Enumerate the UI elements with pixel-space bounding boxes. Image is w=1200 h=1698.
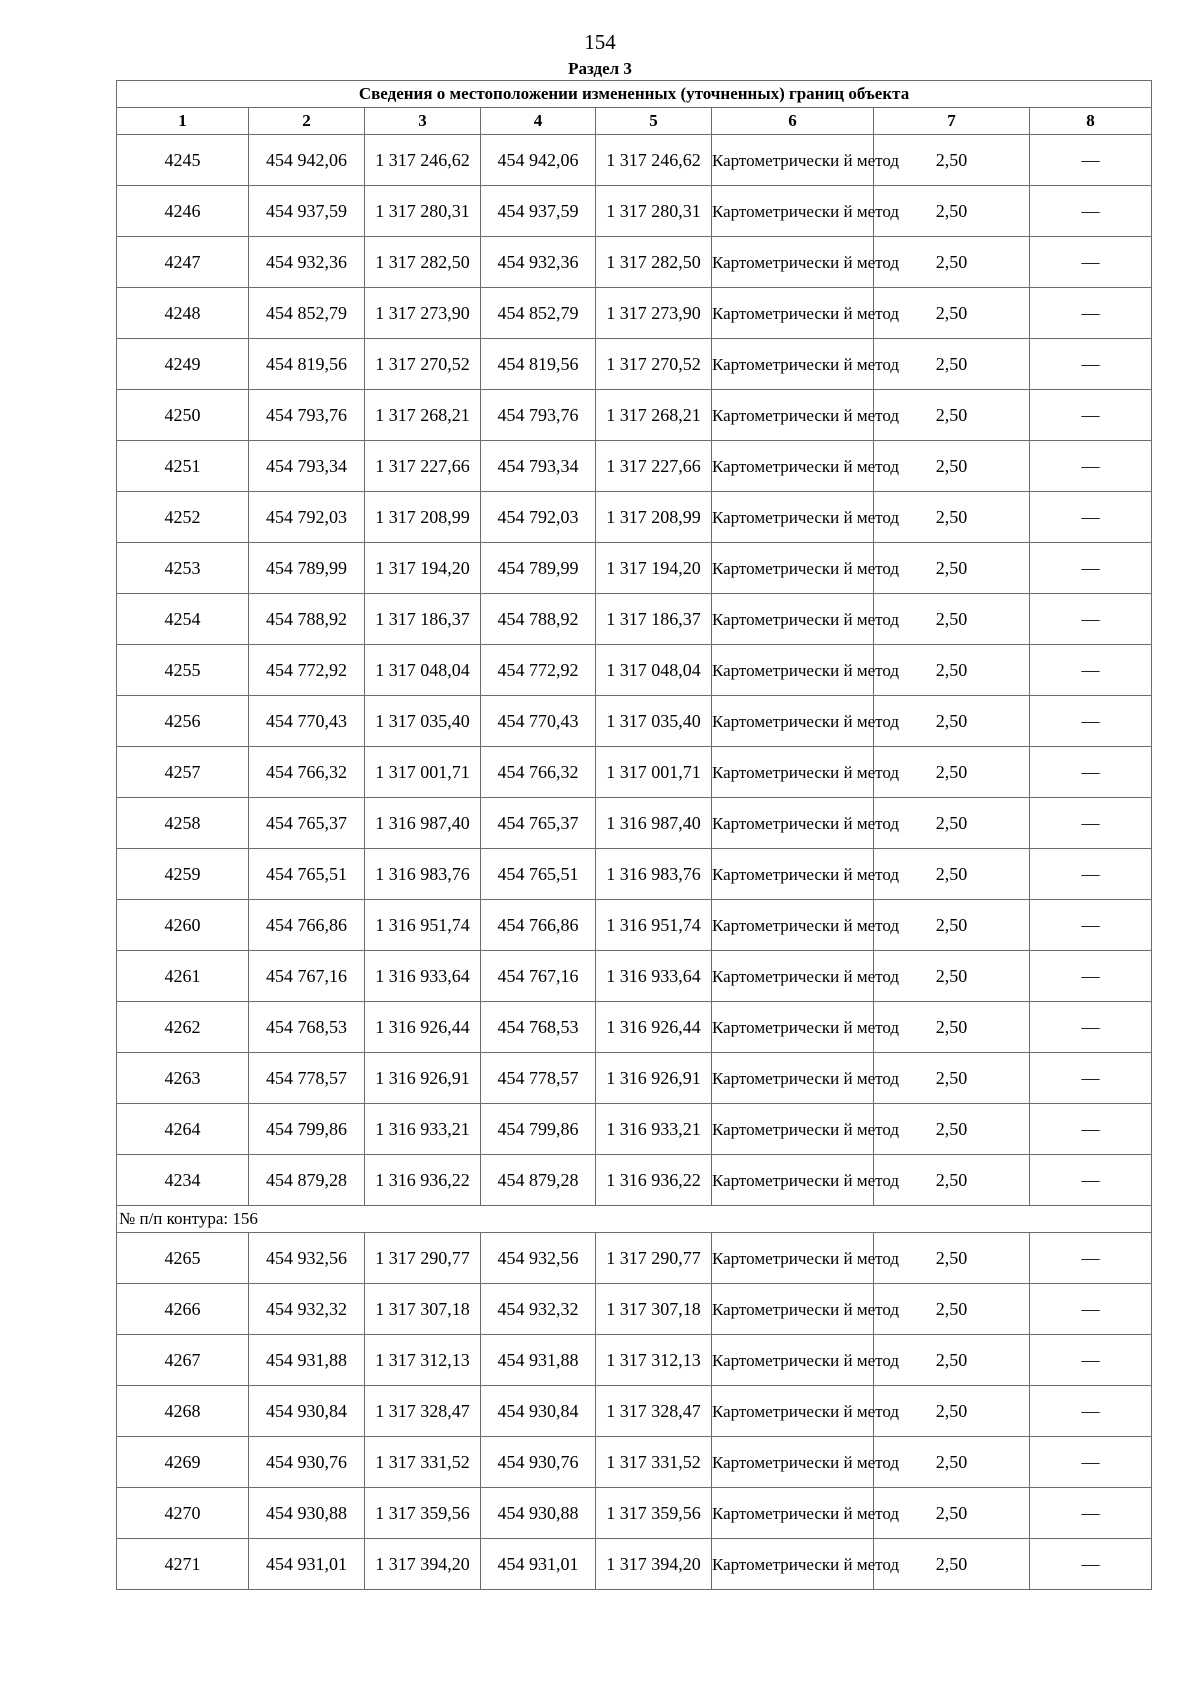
table-row <box>117 798 1152 849</box>
cell-point-number: 4270 <box>117 1488 249 1539</box>
cell-y-new: 1 317 186,37 <box>596 594 712 645</box>
cell-y-existing: 1 317 227,66 <box>365 441 481 492</box>
cell-accuracy: 2,50 <box>874 1437 1030 1488</box>
cell-accuracy: 2,50 <box>874 441 1030 492</box>
cell-y-new: 1 316 926,44 <box>596 1002 712 1053</box>
cell-method: Картометрически й метод <box>712 1053 874 1104</box>
cell-x-existing: 454 789,99 <box>249 543 365 594</box>
table-caption-row <box>117 81 1152 108</box>
cell-x-new: 454 789,99 <box>481 543 596 594</box>
cell-point-number: 4260 <box>117 900 249 951</box>
cell-x-new: 454 932,36 <box>481 237 596 288</box>
cell-accuracy: 2,50 <box>874 747 1030 798</box>
cell-accuracy: 2,50 <box>874 798 1030 849</box>
table-row <box>117 900 1152 951</box>
table-row <box>117 1284 1152 1335</box>
table-row <box>117 1386 1152 1437</box>
table-body <box>117 135 1152 1590</box>
cell-method: Картометрически й метод <box>712 1104 874 1155</box>
cell-accuracy: 2,50 <box>874 543 1030 594</box>
cell-y-existing: 1 317 186,37 <box>365 594 481 645</box>
cell-x-existing: 454 767,16 <box>249 951 365 1002</box>
cell-point-number: 4268 <box>117 1386 249 1437</box>
cell-x-existing: 454 768,53 <box>249 1002 365 1053</box>
cell-y-existing: 1 316 951,74 <box>365 900 481 951</box>
cell-y-existing: 1 316 936,22 <box>365 1155 481 1206</box>
cell-method: Картометрически й метод <box>712 1233 874 1284</box>
table-row <box>117 645 1152 696</box>
cell-x-new: 454 767,16 <box>481 951 596 1002</box>
cell-description: — <box>1030 1335 1152 1386</box>
cell-x-existing: 454 766,32 <box>249 747 365 798</box>
contour-label: № п/п контура: 156 <box>117 1206 1152 1233</box>
cell-description: — <box>1030 849 1152 900</box>
cell-y-new: 1 317 270,52 <box>596 339 712 390</box>
cell-description: — <box>1030 186 1152 237</box>
cell-description: — <box>1030 798 1152 849</box>
cell-point-number: 4246 <box>117 186 249 237</box>
cell-method: Картометрически й метод <box>712 543 874 594</box>
cell-method: Картометрически й метод <box>712 288 874 339</box>
cell-y-new: 1 317 312,13 <box>596 1335 712 1386</box>
cell-method: Картометрически й метод <box>712 1284 874 1335</box>
cell-x-new: 454 765,51 <box>481 849 596 900</box>
cell-y-existing: 1 316 926,91 <box>365 1053 481 1104</box>
cell-y-new: 1 317 194,20 <box>596 543 712 594</box>
cell-description: — <box>1030 441 1152 492</box>
table-row <box>117 1104 1152 1155</box>
cell-y-existing: 1 316 983,76 <box>365 849 481 900</box>
cell-accuracy: 2,50 <box>874 1053 1030 1104</box>
cell-method: Картометрически й метод <box>712 1002 874 1053</box>
cell-x-new: 454 879,28 <box>481 1155 596 1206</box>
column-number-6: 6 <box>712 108 874 135</box>
cell-point-number: 4257 <box>117 747 249 798</box>
cell-point-number: 4254 <box>117 594 249 645</box>
cell-point-number: 4247 <box>117 237 249 288</box>
cell-x-new: 454 765,37 <box>481 798 596 849</box>
cell-method: Картометрически й метод <box>712 1155 874 1206</box>
cell-y-existing: 1 317 001,71 <box>365 747 481 798</box>
cell-x-new: 454 852,79 <box>481 288 596 339</box>
cell-method: Картометрически й метод <box>712 696 874 747</box>
page-number: 154 <box>584 30 616 54</box>
cell-point-number: 4271 <box>117 1539 249 1590</box>
cell-y-existing: 1 317 331,52 <box>365 1437 481 1488</box>
cell-x-existing: 454 937,59 <box>249 186 365 237</box>
cell-x-existing: 454 765,51 <box>249 849 365 900</box>
table-row <box>117 390 1152 441</box>
cell-x-new: 454 792,03 <box>481 492 596 543</box>
cell-point-number: 4269 <box>117 1437 249 1488</box>
cell-point-number: 4261 <box>117 951 249 1002</box>
table-row <box>117 1335 1152 1386</box>
cell-x-existing: 454 799,86 <box>249 1104 365 1155</box>
cell-x-existing: 454 788,92 <box>249 594 365 645</box>
cell-x-existing: 454 930,84 <box>249 1386 365 1437</box>
cell-description: — <box>1030 492 1152 543</box>
cell-y-existing: 1 316 933,21 <box>365 1104 481 1155</box>
cell-accuracy: 2,50 <box>874 288 1030 339</box>
cell-accuracy: 2,50 <box>874 237 1030 288</box>
cell-description: — <box>1030 543 1152 594</box>
cell-y-existing: 1 317 359,56 <box>365 1488 481 1539</box>
cell-x-existing: 454 930,88 <box>249 1488 365 1539</box>
cell-description: — <box>1030 1053 1152 1104</box>
cell-accuracy: 2,50 <box>874 1386 1030 1437</box>
cell-y-new: 1 317 290,77 <box>596 1233 712 1284</box>
cell-y-new: 1 317 001,71 <box>596 747 712 798</box>
cell-description: — <box>1030 1488 1152 1539</box>
cell-description: — <box>1030 747 1152 798</box>
cell-description: — <box>1030 594 1152 645</box>
cell-y-new: 1 316 933,21 <box>596 1104 712 1155</box>
cell-description: — <box>1030 696 1152 747</box>
cell-accuracy: 2,50 <box>874 594 1030 645</box>
cell-point-number: 4250 <box>117 390 249 441</box>
cell-description: — <box>1030 1386 1152 1437</box>
cell-x-new: 454 930,88 <box>481 1488 596 1539</box>
cell-x-existing: 454 793,76 <box>249 390 365 441</box>
column-number-2: 2 <box>249 108 365 135</box>
cell-x-existing: 454 778,57 <box>249 1053 365 1104</box>
cell-y-existing: 1 317 312,13 <box>365 1335 481 1386</box>
cell-point-number: 4249 <box>117 339 249 390</box>
cell-point-number: 4245 <box>117 135 249 186</box>
cell-y-existing: 1 317 268,21 <box>365 390 481 441</box>
cell-x-existing: 454 793,34 <box>249 441 365 492</box>
table-caption: Сведения о местоположении измененных (уточненных) границ объекта <box>117 81 1152 108</box>
cell-y-new: 1 316 951,74 <box>596 900 712 951</box>
cell-description: — <box>1030 1437 1152 1488</box>
cell-accuracy: 2,50 <box>874 492 1030 543</box>
cell-y-new: 1 316 987,40 <box>596 798 712 849</box>
cell-point-number: 4267 <box>117 1335 249 1386</box>
cell-method: Картометрически й метод <box>712 135 874 186</box>
column-number-row <box>117 108 1152 135</box>
table-row <box>117 492 1152 543</box>
cell-accuracy: 2,50 <box>874 1155 1030 1206</box>
cell-point-number: 4265 <box>117 1233 249 1284</box>
cell-x-existing: 454 819,56 <box>249 339 365 390</box>
cell-x-existing: 454 932,36 <box>249 237 365 288</box>
cell-accuracy: 2,50 <box>874 1488 1030 1539</box>
cell-accuracy: 2,50 <box>874 849 1030 900</box>
cell-x-existing: 454 852,79 <box>249 288 365 339</box>
cell-accuracy: 2,50 <box>874 1539 1030 1590</box>
cell-x-new: 454 930,76 <box>481 1437 596 1488</box>
cell-x-new: 454 793,34 <box>481 441 596 492</box>
column-number-7: 7 <box>874 108 1030 135</box>
cell-method: Картометрически й метод <box>712 492 874 543</box>
cell-y-existing: 1 316 933,64 <box>365 951 481 1002</box>
cell-x-existing: 454 772,92 <box>249 645 365 696</box>
cell-y-new: 1 316 983,76 <box>596 849 712 900</box>
table-row <box>117 747 1152 798</box>
cell-y-new: 1 316 936,22 <box>596 1155 712 1206</box>
cell-description: — <box>1030 390 1152 441</box>
cell-y-existing: 1 317 282,50 <box>365 237 481 288</box>
cell-method: Картометрически й метод <box>712 237 874 288</box>
cell-x-existing: 454 879,28 <box>249 1155 365 1206</box>
cell-accuracy: 2,50 <box>874 900 1030 951</box>
cell-y-new: 1 317 227,66 <box>596 441 712 492</box>
cell-point-number: 4234 <box>117 1155 249 1206</box>
cell-x-new: 454 942,06 <box>481 135 596 186</box>
cell-method: Картометрически й метод <box>712 1539 874 1590</box>
cell-y-new: 1 317 280,31 <box>596 186 712 237</box>
cell-point-number: 4256 <box>117 696 249 747</box>
cell-description: — <box>1030 288 1152 339</box>
cell-description: — <box>1030 1284 1152 1335</box>
cell-x-new: 454 932,56 <box>481 1233 596 1284</box>
cell-accuracy: 2,50 <box>874 1233 1030 1284</box>
cell-y-existing: 1 316 926,44 <box>365 1002 481 1053</box>
cell-description: — <box>1030 1155 1152 1206</box>
cell-point-number: 4266 <box>117 1284 249 1335</box>
cell-method: Картометрически й метод <box>712 645 874 696</box>
cell-method: Картометрически й метод <box>712 951 874 1002</box>
cell-y-new: 1 317 035,40 <box>596 696 712 747</box>
cell-description: — <box>1030 1539 1152 1590</box>
boundary-coordinates-table <box>116 80 1152 1590</box>
cell-accuracy: 2,50 <box>874 951 1030 1002</box>
cell-method: Картометрически й метод <box>712 1335 874 1386</box>
cell-method: Картометрически й метод <box>712 900 874 951</box>
cell-x-new: 454 766,32 <box>481 747 596 798</box>
cell-x-existing: 454 942,06 <box>249 135 365 186</box>
cell-point-number: 4255 <box>117 645 249 696</box>
cell-y-new: 1 317 208,99 <box>596 492 712 543</box>
table-row <box>117 849 1152 900</box>
cell-x-existing: 454 766,86 <box>249 900 365 951</box>
cell-x-existing: 454 931,01 <box>249 1539 365 1590</box>
cell-point-number: 4264 <box>117 1104 249 1155</box>
table-row <box>117 441 1152 492</box>
cell-x-new: 454 932,32 <box>481 1284 596 1335</box>
cell-x-new: 454 770,43 <box>481 696 596 747</box>
cell-y-new: 1 317 328,47 <box>596 1386 712 1437</box>
cell-method: Картометрически й метод <box>712 849 874 900</box>
table-row <box>117 1155 1152 1206</box>
column-number-8: 8 <box>1030 108 1152 135</box>
cell-y-existing: 1 316 987,40 <box>365 798 481 849</box>
cell-accuracy: 2,50 <box>874 1002 1030 1053</box>
column-number-3: 3 <box>365 108 481 135</box>
table-row <box>117 237 1152 288</box>
cell-y-existing: 1 317 328,47 <box>365 1386 481 1437</box>
cell-method: Картометрически й метод <box>712 390 874 441</box>
cell-method: Картометрически й метод <box>712 594 874 645</box>
cell-accuracy: 2,50 <box>874 1335 1030 1386</box>
cell-description: — <box>1030 951 1152 1002</box>
cell-y-new: 1 317 273,90 <box>596 288 712 339</box>
cell-method: Картометрически й метод <box>712 441 874 492</box>
cell-point-number: 4259 <box>117 849 249 900</box>
cell-description: — <box>1030 339 1152 390</box>
table-row <box>117 1002 1152 1053</box>
cell-accuracy: 2,50 <box>874 1284 1030 1335</box>
cell-y-existing: 1 317 394,20 <box>365 1539 481 1590</box>
cell-description: — <box>1030 135 1152 186</box>
table-row <box>117 1437 1152 1488</box>
cell-x-new: 454 788,92 <box>481 594 596 645</box>
cell-x-new: 454 778,57 <box>481 1053 596 1104</box>
cell-method: Картометрически й метод <box>712 1437 874 1488</box>
cell-y-existing: 1 317 035,40 <box>365 696 481 747</box>
cell-y-existing: 1 317 246,62 <box>365 135 481 186</box>
cell-x-existing: 454 770,43 <box>249 696 365 747</box>
table-row <box>117 951 1152 1002</box>
cell-x-new: 454 931,01 <box>481 1539 596 1590</box>
cell-y-existing: 1 317 307,18 <box>365 1284 481 1335</box>
cell-point-number: 4262 <box>117 1002 249 1053</box>
column-number-1: 1 <box>117 108 249 135</box>
table-row <box>117 1053 1152 1104</box>
cell-method: Картометрически й метод <box>712 186 874 237</box>
table-row <box>117 135 1152 186</box>
cell-y-new: 1 317 307,18 <box>596 1284 712 1335</box>
cell-y-new: 1 317 246,62 <box>596 135 712 186</box>
table-row <box>117 1233 1152 1284</box>
cell-y-new: 1 316 933,64 <box>596 951 712 1002</box>
cell-y-existing: 1 317 048,04 <box>365 645 481 696</box>
cell-y-new: 1 316 926,91 <box>596 1053 712 1104</box>
cell-method: Картометрически й метод <box>712 1488 874 1539</box>
cell-accuracy: 2,50 <box>874 1104 1030 1155</box>
cell-x-existing: 454 932,32 <box>249 1284 365 1335</box>
column-number-5: 5 <box>596 108 712 135</box>
cell-x-new: 454 772,92 <box>481 645 596 696</box>
cell-y-existing: 1 317 208,99 <box>365 492 481 543</box>
cell-x-existing: 454 765,37 <box>249 798 365 849</box>
cell-x-new: 454 793,76 <box>481 390 596 441</box>
cell-y-new: 1 317 331,52 <box>596 1437 712 1488</box>
cell-point-number: 4248 <box>117 288 249 339</box>
cell-description: — <box>1030 1104 1152 1155</box>
table-row <box>117 543 1152 594</box>
cell-y-new: 1 317 394,20 <box>596 1539 712 1590</box>
cell-description: — <box>1030 1233 1152 1284</box>
cell-y-existing: 1 317 280,31 <box>365 186 481 237</box>
section-title: Раздел 3 <box>568 59 632 78</box>
cell-point-number: 4258 <box>117 798 249 849</box>
cell-y-existing: 1 317 290,77 <box>365 1233 481 1284</box>
cell-x-new: 454 931,88 <box>481 1335 596 1386</box>
table-row <box>117 696 1152 747</box>
cell-y-new: 1 317 282,50 <box>596 237 712 288</box>
cell-point-number: 4263 <box>117 1053 249 1104</box>
cell-accuracy: 2,50 <box>874 696 1030 747</box>
cell-x-existing: 454 932,56 <box>249 1233 365 1284</box>
cell-method: Картометрически й метод <box>712 798 874 849</box>
cell-y-existing: 1 317 270,52 <box>365 339 481 390</box>
cell-y-new: 1 317 048,04 <box>596 645 712 696</box>
cell-x-new: 454 937,59 <box>481 186 596 237</box>
cell-point-number: 4253 <box>117 543 249 594</box>
contour-label-row <box>117 1206 1152 1233</box>
cell-y-new: 1 317 268,21 <box>596 390 712 441</box>
cell-x-existing: 454 792,03 <box>249 492 365 543</box>
cell-method: Картометрически й метод <box>712 747 874 798</box>
cell-accuracy: 2,50 <box>874 645 1030 696</box>
table-row <box>117 288 1152 339</box>
cell-method: Картометрически й метод <box>712 339 874 390</box>
cell-method: Картометрически й метод <box>712 1386 874 1437</box>
cell-accuracy: 2,50 <box>874 186 1030 237</box>
cell-x-existing: 454 931,88 <box>249 1335 365 1386</box>
cell-x-new: 454 766,86 <box>481 900 596 951</box>
cell-x-existing: 454 930,76 <box>249 1437 365 1488</box>
cell-y-existing: 1 317 273,90 <box>365 288 481 339</box>
column-number-4: 4 <box>481 108 596 135</box>
table-row <box>117 1488 1152 1539</box>
cell-description: — <box>1030 237 1152 288</box>
cell-description: — <box>1030 900 1152 951</box>
cell-x-new: 454 768,53 <box>481 1002 596 1053</box>
cell-accuracy: 2,50 <box>874 135 1030 186</box>
table-row <box>117 339 1152 390</box>
cell-description: — <box>1030 645 1152 696</box>
cell-accuracy: 2,50 <box>874 339 1030 390</box>
cell-description: — <box>1030 1002 1152 1053</box>
cell-x-new: 454 799,86 <box>481 1104 596 1155</box>
table-row <box>117 1539 1152 1590</box>
cell-x-new: 454 819,56 <box>481 339 596 390</box>
table-row <box>117 594 1152 645</box>
cell-x-new: 454 930,84 <box>481 1386 596 1437</box>
cell-y-existing: 1 317 194,20 <box>365 543 481 594</box>
cell-point-number: 4252 <box>117 492 249 543</box>
cell-y-new: 1 317 359,56 <box>596 1488 712 1539</box>
cell-point-number: 4251 <box>117 441 249 492</box>
table-row <box>117 186 1152 237</box>
cell-accuracy: 2,50 <box>874 390 1030 441</box>
